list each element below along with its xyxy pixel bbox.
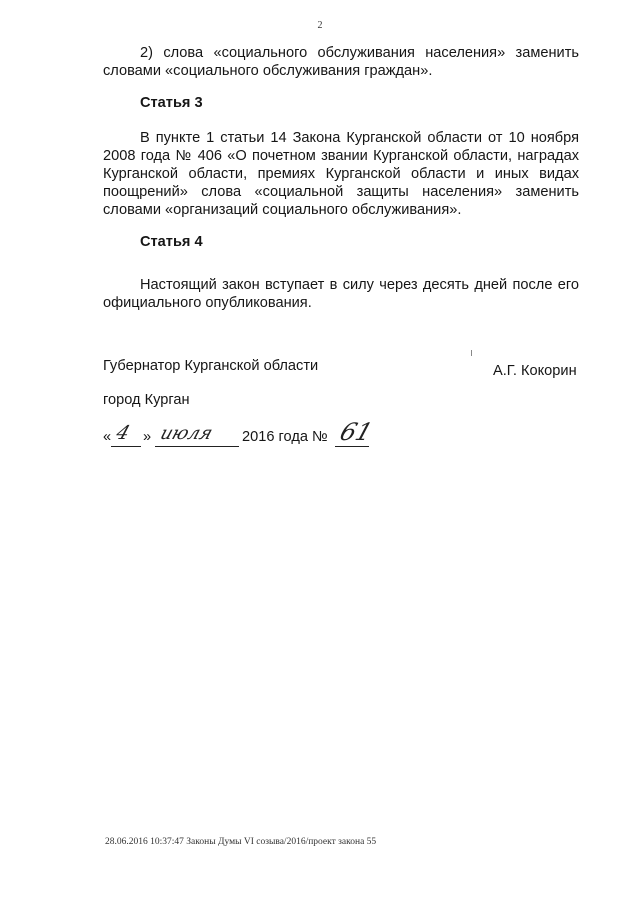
article-3-heading: Статья 3 [140,95,203,111]
handwritten-number: 61 [336,418,377,446]
number-blank-line [335,446,369,447]
article-3-text: В пункте 1 статьи 14 Закона Курганской области от 10 ноября 2008 года № 406 «О почетном звании Курганской области, наградах Курганской области, премиях Курганской области и иных видах поощрений» слова «социальной защиты населения» заменить словами «организаций социального обслуживания». [103,130,579,218]
close-quote: » [143,429,152,445]
handwritten-month: июля [157,423,216,444]
page-number: 2 [317,20,323,31]
footer-file-path: 28.06.2016 10:37:47 Законы Думы VI созыва/2016/проект закона 55 [105,837,377,847]
city-name: город Курган [103,392,190,408]
article-4-text: Настоящий закон вступает в силу через десять дней после его официального опубликования. [103,277,579,311]
month-blank-line [155,446,239,447]
article-4-heading: Статья 4 [140,234,203,250]
signatory-title: Губернатор Курганской области [103,358,319,374]
signatory-name: А.Г. Кокорин [493,363,577,379]
handwritten-day: 4 [113,422,133,444]
year-and-number-label: 2016 года № [242,429,328,445]
open-quote: « [103,429,112,445]
scan-speck [471,350,472,356]
day-blank-line [111,446,141,447]
amendment-item-2: 2) слова «социального обслуживания населения» заменить словами «социального обслуживания граждан». [103,45,579,79]
